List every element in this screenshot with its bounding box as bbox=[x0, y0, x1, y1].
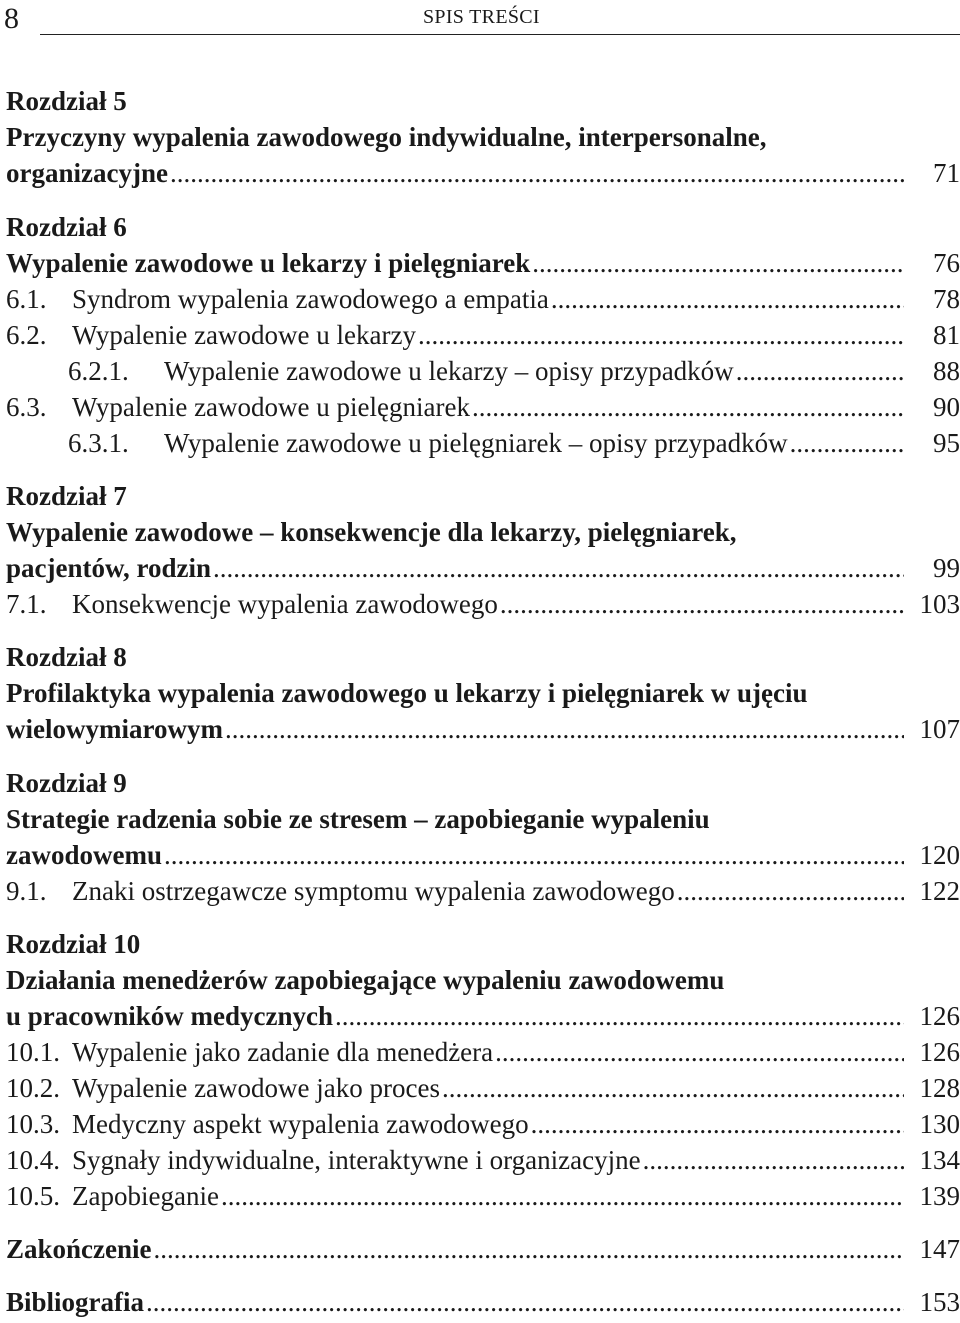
section-title: Wypalenie zawodowe u pielęgniarek bbox=[72, 392, 470, 422]
leader-dots bbox=[551, 281, 904, 317]
page-ref: 88 bbox=[933, 356, 960, 386]
chapter-5-label: Rozdział 5 bbox=[6, 86, 127, 116]
chapter-5-title-line1: Przyczyny wypalenia zawodowego indywidualne, interpersonalne, bbox=[6, 122, 767, 152]
conclusion-title: Zakończenie bbox=[6, 1234, 152, 1264]
toc-entry-chapter-5 bbox=[6, 155, 960, 191]
toc-entry-chapter-8 bbox=[6, 711, 960, 747]
leader-dots bbox=[531, 1106, 904, 1142]
page-ref: 78 bbox=[933, 284, 960, 314]
toc-entry-chapter-9 bbox=[6, 837, 960, 873]
chapter-10-title-line2: u pracowników medycznych bbox=[6, 1001, 334, 1031]
leader-dots bbox=[643, 1142, 904, 1178]
page-ref: 71 bbox=[933, 158, 960, 188]
chapter-9-label: Rozdział 9 bbox=[6, 768, 127, 798]
section-title: Wypalenie zawodowe u pielęgniarek – opisy przypadków bbox=[164, 428, 788, 458]
toc-entry-10-2 bbox=[6, 1070, 960, 1106]
chapter-9-title-line2: zawodowemu bbox=[6, 840, 162, 870]
chapter-7-label: Rozdział 7 bbox=[6, 481, 127, 511]
leader-dots bbox=[418, 317, 904, 353]
section-number: 10.1. bbox=[6, 1037, 60, 1067]
section-number: 6.3. bbox=[6, 392, 47, 422]
leader-dots bbox=[442, 1070, 904, 1106]
leader-dots bbox=[146, 1284, 904, 1320]
section-number: 6.3.1. bbox=[68, 428, 129, 458]
toc-entry-6-3-1 bbox=[6, 425, 960, 461]
chapter-8-label: Rozdział 8 bbox=[6, 642, 127, 672]
chapter-10-title-line1: Działania menedżerów zapobiegające wypaleniu zawodowemu bbox=[6, 965, 725, 995]
section-title: Zapobieganie bbox=[72, 1181, 219, 1211]
chapter-8-title-line1: Profilaktyka wypalenia zawodowego u lekarzy i pielęgniarek w ujęciu bbox=[6, 678, 808, 708]
page-ref: 139 bbox=[919, 1181, 960, 1211]
page-ref: 107 bbox=[919, 714, 960, 744]
section-number: 10.4. bbox=[6, 1145, 60, 1175]
toc-entry-6-2-1 bbox=[6, 353, 960, 389]
leader-dots bbox=[736, 353, 904, 389]
section-title: Wypalenie jako zadanie dla menedżera bbox=[72, 1037, 494, 1067]
toc-entry-conclusion bbox=[6, 1231, 960, 1267]
toc-entry-chapter-7 bbox=[6, 550, 960, 586]
page-ref: 153 bbox=[919, 1287, 960, 1317]
leader-dots bbox=[790, 425, 904, 461]
leader-dots bbox=[472, 389, 904, 425]
toc-entry-10-3 bbox=[6, 1106, 960, 1142]
page-ref: 81 bbox=[933, 320, 960, 350]
leader-dots bbox=[225, 711, 904, 747]
page-ref: 130 bbox=[919, 1109, 960, 1139]
section-number: 7.1. bbox=[6, 589, 47, 619]
leader-dots bbox=[532, 245, 904, 281]
page-ref: 76 bbox=[933, 248, 960, 278]
toc-entry-10-4 bbox=[6, 1142, 960, 1178]
chapter-6-label: Rozdział 6 bbox=[6, 212, 127, 242]
leader-dots bbox=[495, 1034, 904, 1070]
chapter-10-label: Rozdział 10 bbox=[6, 929, 141, 959]
toc-entry-7-1 bbox=[6, 586, 960, 622]
section-title: Wypalenie zawodowe u lekarzy bbox=[72, 320, 416, 350]
section-title: Konsekwencje wypalenia zawodowego bbox=[72, 589, 498, 619]
leader-dots bbox=[154, 1231, 905, 1267]
page-ref: 128 bbox=[919, 1073, 960, 1103]
page-number: 8 bbox=[4, 2, 19, 35]
section-title: Syndrom wypalenia zawodowego a empatia bbox=[72, 284, 549, 314]
bibliography-title: Bibliografia bbox=[6, 1287, 145, 1317]
section-number: 10.5. bbox=[6, 1181, 60, 1211]
header-rule bbox=[40, 34, 960, 35]
page-ref: 147 bbox=[919, 1234, 960, 1264]
toc-entry-6-2 bbox=[6, 317, 960, 353]
page-ref: 134 bbox=[919, 1145, 960, 1175]
section-number: 10.2. bbox=[6, 1073, 60, 1103]
page-ref: 126 bbox=[919, 1001, 960, 1031]
leader-dots bbox=[335, 998, 904, 1034]
leader-dots bbox=[170, 155, 904, 191]
toc-entry-chapter-10 bbox=[6, 998, 960, 1034]
page-ref: 99 bbox=[933, 553, 960, 583]
page-ref: 90 bbox=[933, 392, 960, 422]
toc-entry-6-1 bbox=[6, 281, 960, 317]
page-ref: 122 bbox=[919, 876, 960, 906]
leader-dots bbox=[213, 550, 904, 586]
toc-entry-6-3 bbox=[6, 389, 960, 425]
chapter-7-title-line2: pacjentów, rodzin bbox=[6, 553, 212, 583]
toc-entry-chapter-6 bbox=[6, 245, 960, 281]
running-header: SPIS TREŚCI bbox=[423, 6, 540, 28]
section-title: Znaki ostrzegawcze symptomu wypalenia zawodowego bbox=[72, 876, 675, 906]
page-ref: 95 bbox=[933, 428, 960, 458]
chapter-5-title-line2: organizacyjne bbox=[6, 158, 168, 188]
toc-entry-bibliography bbox=[6, 1284, 960, 1320]
toc-entry-10-1 bbox=[6, 1034, 960, 1070]
section-number: 6.2. bbox=[6, 320, 47, 350]
page-ref: 103 bbox=[919, 589, 960, 619]
section-number: 6.1. bbox=[6, 284, 47, 314]
chapter-7-title-line1: Wypalenie zawodowe – konsekwencje dla lekarzy, pielęgniarek, bbox=[6, 517, 737, 547]
toc-entry-9-1 bbox=[6, 873, 960, 909]
section-title: Medyczny aspekt wypalenia zawodowego bbox=[72, 1109, 529, 1139]
section-title: Sygnały indywidualne, interaktywne i organizacyjne bbox=[72, 1145, 641, 1175]
leader-dots bbox=[500, 586, 904, 622]
section-title: Wypalenie zawodowe jako proces bbox=[72, 1073, 440, 1103]
chapter-9-title-line1: Strategie radzenia sobie ze stresem – zapobieganie wypaleniu bbox=[6, 804, 710, 834]
section-number: 9.1. bbox=[6, 876, 47, 906]
page-ref: 120 bbox=[919, 840, 960, 870]
chapter-8-title-line2: wielowymiarowym bbox=[6, 714, 223, 744]
leader-dots bbox=[677, 873, 904, 909]
chapter-6-title: Wypalenie zawodowe u lekarzy i pielęgniarek bbox=[6, 248, 531, 278]
toc-entry-10-5 bbox=[6, 1178, 960, 1214]
section-number: 10.3. bbox=[6, 1109, 60, 1139]
section-title: Wypalenie zawodowe u lekarzy – opisy przypadków bbox=[164, 356, 734, 386]
leader-dots bbox=[221, 1178, 904, 1214]
section-number: 6.2.1. bbox=[68, 356, 129, 386]
leader-dots bbox=[164, 837, 904, 873]
page-ref: 126 bbox=[919, 1037, 960, 1067]
